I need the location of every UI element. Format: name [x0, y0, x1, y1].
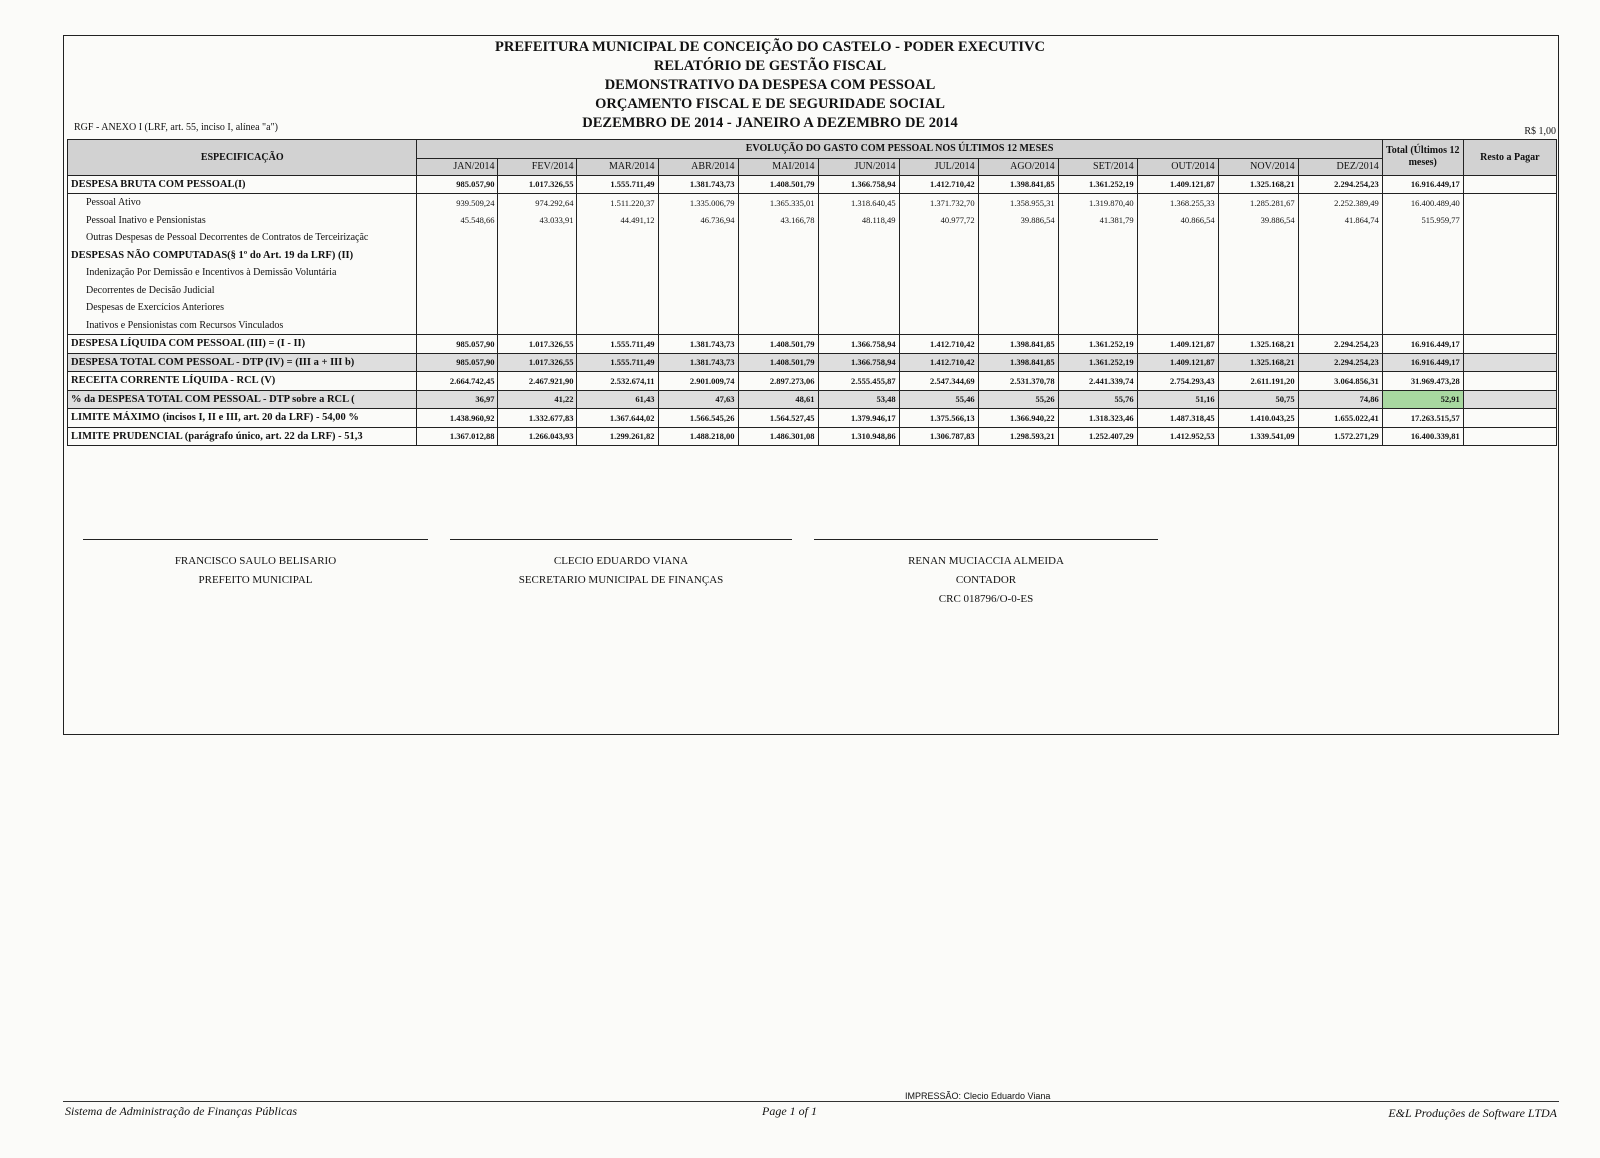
month-value	[818, 299, 899, 317]
rest-value	[1463, 317, 1556, 335]
month-value: 55,26	[978, 390, 1058, 409]
month-value: 1.318.640,45	[818, 194, 899, 212]
month-value	[1218, 282, 1298, 300]
table-row	[68, 264, 1557, 282]
month-value	[1298, 247, 1382, 265]
month-value	[738, 247, 818, 265]
month-value: 1.412.710,42	[899, 335, 978, 354]
rest-value	[1463, 409, 1556, 428]
spec-header: ESPECIFICAÇÃO	[68, 140, 417, 176]
month-value	[899, 264, 978, 282]
month-value: 2.467.921,90	[498, 372, 577, 391]
month-value: 1.408.501,79	[738, 335, 818, 354]
month-value: 1.017.326,55	[498, 353, 577, 372]
month-value: 2.897.273,06	[738, 372, 818, 391]
row-label: Outras Despesas de Pessoal Decorrentes de Contratos de Terceirizaçãc	[68, 229, 417, 247]
table-row	[68, 212, 1557, 230]
table-row	[68, 229, 1557, 247]
month-value: 41.864,74	[1298, 212, 1382, 230]
month-value	[978, 264, 1058, 282]
month-value	[658, 317, 738, 335]
header-line-2: RELATÓRIO DE GESTÃO FISCAL	[653, 58, 887, 74]
signature-secretary	[450, 552, 792, 590]
month-value: 41,22	[498, 390, 577, 409]
month-value: 48.118,49	[818, 212, 899, 230]
table-row	[68, 175, 1557, 194]
month-value: 985.057,90	[417, 353, 498, 372]
month-value	[738, 317, 818, 335]
row-label: Pessoal Inativo e Pensionistas	[68, 212, 417, 230]
month-header: SET/2014	[1058, 158, 1137, 175]
rest-value	[1463, 229, 1556, 247]
month-header: DEZ/2014	[1298, 158, 1382, 175]
signatory-name: CLECIO EDUARDO VIANA	[553, 555, 689, 567]
month-value	[498, 264, 577, 282]
month-value	[1058, 247, 1137, 265]
month-value	[1298, 299, 1382, 317]
row-label: Decorrentes de Decisão Judicial	[68, 282, 417, 300]
month-value: 1.310.948,86	[818, 427, 899, 446]
total-value	[1382, 229, 1463, 247]
row-label: Despesas de Exercícios Anteriores	[68, 299, 417, 317]
month-value: 2.294.254,23	[1298, 353, 1382, 372]
row-label: Pessoal Ativo	[68, 194, 417, 212]
month-value: 1.381.743,73	[658, 335, 738, 354]
month-value: 1.306.787,83	[899, 427, 978, 446]
month-value: 2.294.254,23	[1298, 335, 1382, 354]
month-value	[1137, 264, 1218, 282]
table-row	[68, 299, 1557, 317]
month-value: 1.371.732,70	[899, 194, 978, 212]
month-value: 1.487.318,45	[1137, 409, 1218, 428]
month-value: 1.318.323,46	[1058, 409, 1137, 428]
month-header: MAR/2014	[577, 158, 658, 175]
month-value: 47,63	[658, 390, 738, 409]
month-value: 1.367.012,88	[417, 427, 498, 446]
month-value	[417, 282, 498, 300]
month-value: 2.901.009,74	[658, 372, 738, 391]
footer-divider	[63, 1101, 1559, 1102]
month-value: 40.866,54	[1137, 212, 1218, 230]
month-value	[1218, 229, 1298, 247]
month-value	[1218, 264, 1298, 282]
month-value	[899, 317, 978, 335]
month-value: 1.339.541,09	[1218, 427, 1298, 446]
total-value: 16.400.489,40	[1382, 194, 1463, 212]
month-header: MAI/2014	[738, 158, 818, 175]
month-value: 44.491,12	[577, 212, 658, 230]
month-value: 1.252.407,29	[1058, 427, 1137, 446]
month-value	[978, 299, 1058, 317]
month-value: 2.754.293,43	[1137, 372, 1218, 391]
month-value	[1058, 317, 1137, 335]
month-value: 61,43	[577, 390, 658, 409]
month-value: 1.408.501,79	[738, 353, 818, 372]
month-value: 1.555.711,49	[577, 175, 658, 194]
month-value: 939.509,24	[417, 194, 498, 212]
month-value	[899, 247, 978, 265]
month-value: 1.332.677,83	[498, 409, 577, 428]
month-value: 1.409.121,87	[1137, 175, 1218, 194]
month-value: 1.335.006,79	[658, 194, 738, 212]
signatory-role: CONTADOR	[955, 574, 1017, 586]
month-value	[498, 229, 577, 247]
month-value: 2.441.339,74	[1058, 372, 1137, 391]
table-row	[68, 317, 1557, 335]
month-value: 1.408.501,79	[738, 175, 818, 194]
month-value: 1.285.281,67	[1218, 194, 1298, 212]
table-row	[68, 427, 1557, 446]
month-value	[1298, 282, 1382, 300]
footer-system-name: Sistema de Administração de Finanças Públicas	[65, 1104, 298, 1118]
month-value: 1.655.022,41	[1298, 409, 1382, 428]
month-value: 1.410.043,25	[1218, 409, 1298, 428]
month-value: 48,61	[738, 390, 818, 409]
month-value: 53,48	[818, 390, 899, 409]
month-value: 2.252.389,49	[1298, 194, 1382, 212]
total-value: 17.263.515,57	[1382, 409, 1463, 428]
month-value: 43.033,91	[498, 212, 577, 230]
row-label: Inativos e Pensionistas com Recursos Vinculados	[68, 317, 417, 335]
month-value	[978, 282, 1058, 300]
month-value: 51,16	[1137, 390, 1218, 409]
rest-value	[1463, 353, 1556, 372]
total-value	[1382, 317, 1463, 335]
month-value: 1.365.335,01	[738, 194, 818, 212]
month-value: 1.299.261,82	[577, 427, 658, 446]
month-value	[498, 317, 577, 335]
month-value: 50,75	[1218, 390, 1298, 409]
rest-value	[1463, 212, 1556, 230]
total-value: 31.969.473,28	[1382, 372, 1463, 391]
rest-value	[1463, 372, 1556, 391]
month-header: FEV/2014	[498, 158, 577, 175]
month-value: 1.361.252,19	[1058, 353, 1137, 372]
month-value: 974.292,64	[498, 194, 577, 212]
month-value	[1137, 299, 1218, 317]
month-value	[978, 229, 1058, 247]
evolution-header: EVOLUÇÃO DO GASTO COM PESSOAL NOS ÚLTIMOS 12 MESES	[417, 140, 1382, 159]
table-row	[68, 194, 1557, 212]
month-value	[1137, 282, 1218, 300]
total-value: 16.916.449,17	[1382, 335, 1463, 354]
month-value: 1.572.271,29	[1298, 427, 1382, 446]
table-row	[68, 247, 1557, 265]
month-value: 1.412.710,42	[899, 353, 978, 372]
month-value: 1.366.940,22	[978, 409, 1058, 428]
header-line-1: PREFEITURA MUNICIPAL DE CONCEIÇÃO DO CASTELO - PODER EXECUTIVC	[495, 39, 1045, 55]
month-value: 1.017.326,55	[498, 335, 577, 354]
rest-value	[1463, 390, 1556, 409]
month-value: 1.361.252,19	[1058, 335, 1137, 354]
month-value	[417, 317, 498, 335]
month-value	[1218, 247, 1298, 265]
month-header: JAN/2014	[417, 158, 498, 175]
table-row	[68, 335, 1557, 354]
total-value: 16.400.339,81	[1382, 427, 1463, 446]
row-label: RECEITA CORRENTE LÍQUIDA - RCL (V)	[68, 372, 417, 391]
row-label: DESPESA LÍQUIDA COM PESSOAL (III) = (I - II)	[68, 335, 417, 354]
signature-line-secretary	[450, 539, 792, 540]
signature-line-accountant	[814, 539, 1158, 540]
row-label: DESPESA BRUTA COM PESSOAL(I)	[68, 175, 417, 194]
rest-value	[1463, 299, 1556, 317]
total-value	[1382, 247, 1463, 265]
month-value: 985.057,90	[417, 335, 498, 354]
month-value: 1.412.710,42	[899, 175, 978, 194]
rest-value	[1463, 247, 1556, 265]
month-value	[738, 282, 818, 300]
month-value: 1.555.711,49	[577, 335, 658, 354]
total-header: Total (Últimos 12 meses)	[1382, 140, 1463, 176]
month-value	[978, 317, 1058, 335]
month-value	[899, 282, 978, 300]
month-value	[1058, 282, 1137, 300]
personnel-expense-table	[67, 139, 1557, 446]
month-value	[658, 229, 738, 247]
month-value: 1.564.527,45	[738, 409, 818, 428]
header-line-4: ORÇAMENTO FISCAL E DE SEGURIDADE SOCIAL	[595, 96, 945, 112]
month-value: 1.366.758,94	[818, 335, 899, 354]
rest-value	[1463, 427, 1556, 446]
month-value: 2.532.674,11	[577, 372, 658, 391]
signatory-name: FRANCISCO SAULO BELISARIO	[174, 555, 337, 567]
total-value: 515.959,77	[1382, 212, 1463, 230]
signatory-name: RENAN MUCIACCIA ALMEIDA	[908, 555, 1064, 567]
month-value	[1137, 247, 1218, 265]
month-value: 1.367.644,02	[577, 409, 658, 428]
table-row	[68, 390, 1557, 409]
total-value: 52,91	[1382, 390, 1463, 409]
rest-value	[1463, 175, 1556, 194]
month-value: 1.325.168,21	[1218, 353, 1298, 372]
row-label: LIMITE PRUDENCIAL (parágrafo único, art. 22 da LRF) - 51,3	[68, 427, 417, 446]
month-value	[577, 317, 658, 335]
month-value	[1298, 229, 1382, 247]
month-value: 1.298.593,21	[978, 427, 1058, 446]
table-row	[68, 353, 1557, 372]
month-value	[577, 264, 658, 282]
month-value	[417, 299, 498, 317]
month-value: 1.325.168,21	[1218, 175, 1298, 194]
rest-header: Resto a Pagar	[1463, 140, 1556, 176]
month-value: 39.886,54	[1218, 212, 1298, 230]
month-value: 1.486.301,08	[738, 427, 818, 446]
row-label: % da DESPESA TOTAL COM PESSOAL - DTP sobre a RCL (	[68, 390, 417, 409]
month-value	[577, 299, 658, 317]
month-value: 1.488.218,00	[658, 427, 738, 446]
table-row	[68, 409, 1557, 428]
month-value	[658, 299, 738, 317]
month-value	[417, 229, 498, 247]
month-value	[738, 229, 818, 247]
month-value	[1058, 229, 1137, 247]
month-value	[1137, 317, 1218, 335]
row-label: DESPESAS NÃO COMPUTADAS(§ 1º do Art. 19 da LRF) (II)	[68, 247, 417, 265]
month-value: 1.412.952,53	[1137, 427, 1218, 446]
month-value	[1218, 299, 1298, 317]
signatory-role: PREFEITO MUNICIPAL	[198, 574, 313, 586]
total-value: 16.916.449,17	[1382, 353, 1463, 372]
header-line-3: DEMONSTRATIVO DA DESPESA COM PESSOAL	[604, 77, 936, 93]
month-value	[738, 299, 818, 317]
month-value: 1.379.946,17	[818, 409, 899, 428]
month-value	[1137, 229, 1218, 247]
month-value: 1.398.841,85	[978, 353, 1058, 372]
month-value	[577, 282, 658, 300]
month-value: 2.611.191,20	[1218, 372, 1298, 391]
report-title-block	[0, 38, 1540, 133]
rest-value	[1463, 194, 1556, 212]
month-value	[818, 229, 899, 247]
month-value: 1.366.758,94	[818, 175, 899, 194]
annex-reference: RGF - ANEXO I (LRF, art. 55, inciso I, alínea "a")	[74, 122, 278, 133]
month-value	[978, 247, 1058, 265]
month-value: 39.886,54	[978, 212, 1058, 230]
month-value: 1.358.955,31	[978, 194, 1058, 212]
month-value: 1.555.711,49	[577, 353, 658, 372]
month-value	[658, 247, 738, 265]
month-value: 45.548,66	[417, 212, 498, 230]
month-value	[658, 282, 738, 300]
table-row	[68, 372, 1557, 391]
month-value: 1.266.043,93	[498, 427, 577, 446]
month-header: AGO/2014	[978, 158, 1058, 175]
month-value	[818, 282, 899, 300]
month-value	[818, 317, 899, 335]
month-value	[498, 299, 577, 317]
currency-unit: R$ 1,00	[1524, 126, 1556, 137]
month-value	[658, 264, 738, 282]
signatory-registration: CRC 018796/O-0-ES	[938, 593, 1034, 605]
month-header: JUN/2014	[818, 158, 899, 175]
month-value: 2.664.742,45	[417, 372, 498, 391]
table-row	[68, 282, 1557, 300]
month-value: 2.547.344,69	[899, 372, 978, 391]
total-value	[1382, 282, 1463, 300]
rest-value	[1463, 264, 1556, 282]
month-value	[577, 229, 658, 247]
month-value: 1.409.121,87	[1137, 335, 1218, 354]
month-value: 1.511.220,37	[577, 194, 658, 212]
month-value: 1.398.841,85	[978, 175, 1058, 194]
month-value: 74,86	[1298, 390, 1382, 409]
month-value: 1.381.743,73	[658, 175, 738, 194]
month-value: 1.361.252,19	[1058, 175, 1137, 194]
month-value: 55,76	[1058, 390, 1137, 409]
month-value: 36,97	[417, 390, 498, 409]
month-value	[1058, 299, 1137, 317]
month-value: 1.366.758,94	[818, 353, 899, 372]
signatory-role: SECRETARIO MUNICIPAL DE FINANÇAS	[518, 574, 724, 586]
footer-page-number: Page 1 of 1	[762, 1104, 817, 1118]
month-value	[498, 282, 577, 300]
month-header: JUL/2014	[899, 158, 978, 175]
row-label: Indenização Por Demissão e Incentivos à Demissão Voluntária	[68, 264, 417, 282]
month-value: 1.566.545,26	[658, 409, 738, 428]
footer-vendor: E&L Produções de Software LTDA	[1388, 1106, 1557, 1120]
rest-value	[1463, 335, 1556, 354]
total-value	[1382, 264, 1463, 282]
month-header: NOV/2014	[1218, 158, 1298, 175]
month-value	[1058, 264, 1137, 282]
month-value: 1.017.326,55	[498, 175, 577, 194]
signature-mayor	[83, 552, 428, 590]
month-value	[1218, 317, 1298, 335]
month-value: 3.064.856,31	[1298, 372, 1382, 391]
month-value: 1.438.960,92	[417, 409, 498, 428]
month-value	[899, 229, 978, 247]
month-value	[417, 247, 498, 265]
month-value	[818, 264, 899, 282]
month-value	[498, 247, 577, 265]
month-value: 1.319.870,40	[1058, 194, 1137, 212]
signature-line-mayor	[83, 539, 428, 540]
printed-by: IMPRESSÃO: Clecio Eduardo Viana	[905, 1091, 1051, 1101]
month-value: 985.057,90	[417, 175, 498, 194]
month-value: 46.736,94	[658, 212, 738, 230]
month-value: 43.166,78	[738, 212, 818, 230]
month-value: 2.294.254,23	[1298, 175, 1382, 194]
month-value: 41.381,79	[1058, 212, 1137, 230]
month-value	[1298, 264, 1382, 282]
total-value: 16.916.449,17	[1382, 175, 1463, 194]
month-value: 1.375.566,13	[899, 409, 978, 428]
month-value: 1.381.743,73	[658, 353, 738, 372]
month-header: OUT/2014	[1137, 158, 1218, 175]
rest-value	[1463, 282, 1556, 300]
month-value: 40.977,72	[899, 212, 978, 230]
month-value: 2.531.370,78	[978, 372, 1058, 391]
row-label: DESPESA TOTAL COM PESSOAL - DTP (IV) = (III a + III b)	[68, 353, 417, 372]
month-value: 55,46	[899, 390, 978, 409]
row-label: LIMITE MÁXIMO (incisos I, II e III, art. 20 da LRF) - 54,00 %	[68, 409, 417, 428]
month-value	[577, 247, 658, 265]
month-header: ABR/2014	[658, 158, 738, 175]
month-value	[1298, 317, 1382, 335]
month-value	[417, 264, 498, 282]
total-value	[1382, 299, 1463, 317]
month-value: 1.409.121,87	[1137, 353, 1218, 372]
signature-accountant	[814, 552, 1158, 609]
month-value	[899, 299, 978, 317]
header-line-5: DEZEMBRO DE 2014 - JANEIRO A DEZEMBRO DE 2014	[582, 115, 958, 131]
month-value	[738, 264, 818, 282]
month-value: 1.368.255,33	[1137, 194, 1218, 212]
month-value	[818, 247, 899, 265]
month-value: 2.555.455,87	[818, 372, 899, 391]
month-value: 1.325.168,21	[1218, 335, 1298, 354]
month-value: 1.398.841,85	[978, 335, 1058, 354]
